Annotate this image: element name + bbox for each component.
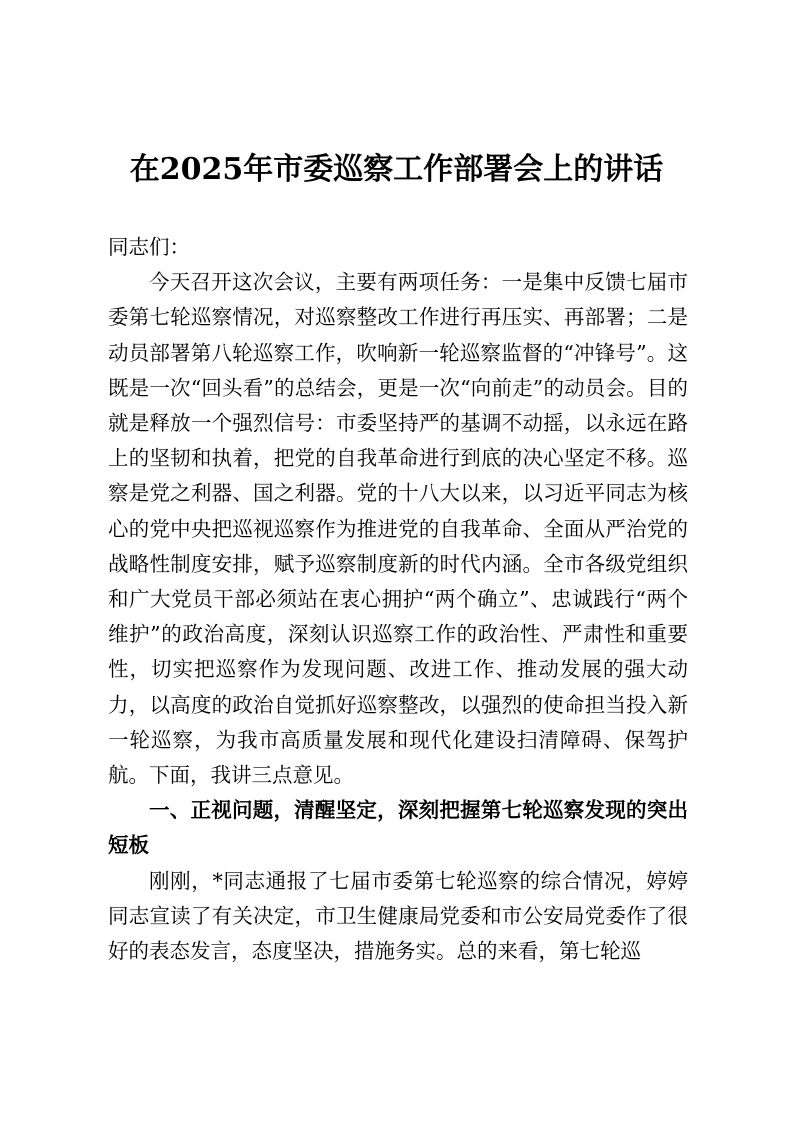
salutation: 同志们： (108, 235, 190, 259)
paragraph-section-1: 刚刚，*同志通报了七届市委第七轮巡察的综合情况，婷婷同志宣读了有关决定，市卫生健康局党委和市公安局党委作了很好的表态发言，态度坚决，措施务实。总的来看，第七轮巡 (108, 868, 688, 964)
document-body (108, 230, 688, 969)
section-heading-1: 一、正视问题，清醒坚定，深刻把握第七轮巡察发现的突出短板 (108, 798, 688, 858)
paragraph-intro: 今天召开这次会议，主要有两项任务：一是集中反馈七届市委第七轮巡察情况，对巡察整改工作进行再压实、再部署；二是动员部署第八轮巡察工作，吹响新一轮巡察监督的“冲锋号”。这既是一次“回头看”的总结会，更是一次“向前走”的动员会。目的就是释放一个强烈信号：市委坚持严的基调不动摇，以永远在路上的坚韧和执着，把党的自我革命进行到底的决心坚定不移。巡察是党之利器、国之利器。党的十八大以来，以习近平同志为核心的党中央把巡视巡察作为推进党的自我革命、全面从严治党的战略性制度安排，赋予巡察制度新的时代内涵。全市各级党组织和广大党员干部必须站在衷心拥护“两个确立”、忠诚践行“两个维护”的政治高度，深刻认识巡察工作的政治性、严肃性和重要性，切实把巡察作为发现问题、改进工作、推动发展的强大动力，以高度的政治自觉抓好巡察整改，以强烈的使命担当投入新一轮巡察，为我市高质量发展和现代化建设扫清障碍、保驾护航。下面，我讲三点意见。 (108, 270, 688, 788)
page-title: 在2025年市委巡察工作部署会上的讲话 (129, 152, 664, 187)
